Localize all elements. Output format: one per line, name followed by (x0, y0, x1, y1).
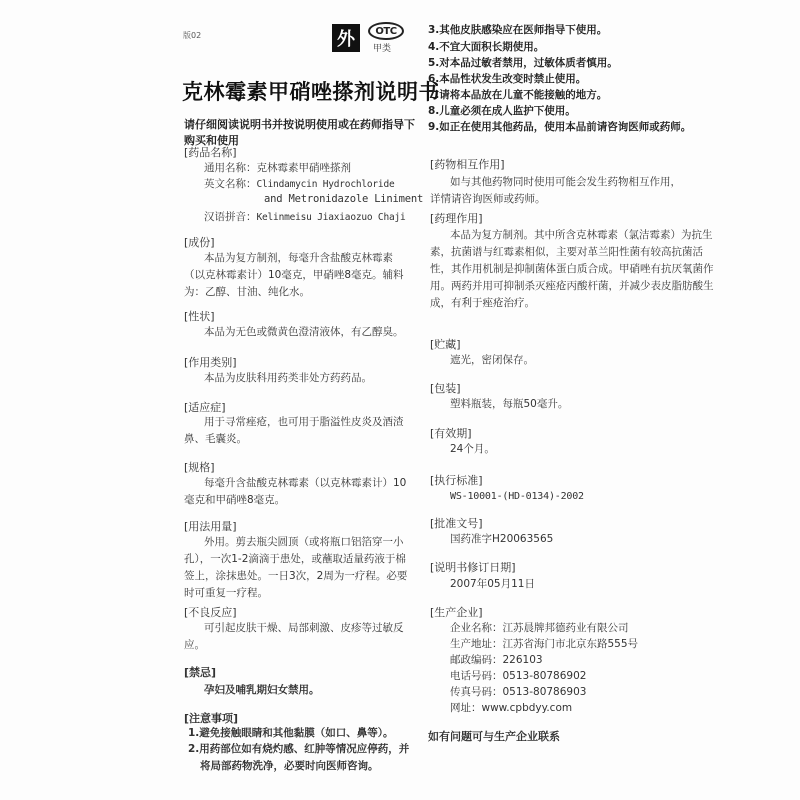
section-header-appearance: [性状] (184, 310, 215, 323)
precaution-item: 8.儿童必须在成人监护下使用。 (428, 105, 576, 117)
otc-class-label: 甲类 (373, 44, 392, 54)
section-header-category: [作用类别] (184, 356, 237, 369)
section-header-pharmacology: [药理作用] (430, 212, 483, 225)
manufacturer-row: 网址：www.cpbdyy.com (450, 702, 573, 714)
precaution-item: 7.请将本品放在儿童不能接触的地方。 (428, 89, 608, 101)
pinyin-row (204, 209, 406, 224)
dosage-text: 外用。剪去瓶尖圆顶（或将瓶口铝箔穿一小孔），一次1-2滴滴于患处，或蘸取适量药液于棉签上，涂抹患处。一日3次，2周为一疗程。必要时可重复一疗程。 (184, 536, 408, 599)
standard-text: WS-10001-(HD-0134)-2002 (450, 491, 584, 502)
document-title: 克林霉素甲硝唑搽剂说明书 (182, 80, 440, 104)
indications-text: 用于寻常痤疮，也可用于脂溢性皮炎及酒渣鼻、毛囊炎。 (184, 416, 404, 445)
section-header-precautions: [注意事项] (184, 712, 239, 725)
packaging-text: 塑料瓶装，每瓶50毫升。 (450, 398, 569, 410)
section-header-interactions: [药物相互作用] (430, 158, 505, 171)
adverse-text: 可引起皮肤干燥、局部刺激、皮疹等过敏反应。 (184, 622, 404, 651)
otc-badge: OTC (368, 22, 404, 40)
section-header-standard: [执行标准] (430, 474, 483, 487)
english-name-label: 英文名称： (204, 178, 257, 190)
manufacturer-row: 邮政编码：226103 (450, 654, 543, 666)
section-header-approval: [批准文号] (430, 517, 483, 530)
generic-name-row (204, 160, 351, 175)
section-header-packaging: [包装] (430, 382, 461, 395)
manufacturer-row: 企业名称：江苏晨牌邦德药业有限公司 (450, 622, 629, 634)
revision-text: 2007年05月11日 (450, 578, 535, 590)
contact-footer: 如有问题可与生产企业联系 (428, 730, 560, 743)
precaution-item: 6.本品性状发生改变时禁止使用。 (428, 73, 587, 85)
english-name-value-2: and Metronidazole Liniment (264, 193, 424, 205)
approval-text: 国药准字H20063565 (450, 533, 554, 545)
section-header-validity: [有效期] (430, 427, 472, 440)
manufacturer-row: 传真号码：0513-80786903 (450, 686, 587, 698)
pharmacology-text: 本品为复方制剂。其中所含克林霉素（氯洁霉素）为抗生素，抗菌谱与红霉素相似，主要对革兰阳性菌有较高抗菌活性，其作用机制是抑制菌体蛋白质合成。甲硝唑有抗厌氧菌作用。两药并用可抑制杀灭痤疮丙酸杆菌，并减少表皮脂肪酸生成，有利于痤疮治疗。 (430, 229, 714, 309)
section-header-storage: [贮藏] (430, 338, 461, 351)
manufacturer-row: 电话号码：0513-80786902 (450, 670, 587, 682)
storage-text: 遮光，密闭保存。 (450, 354, 534, 366)
generic-name-label: 通用名称： (204, 162, 257, 174)
precaution-item: 4.不宜大面积长期使用。 (428, 41, 545, 53)
pinyin-value: Kelinmeisu Jiaxiaozuo Chaji (256, 212, 406, 223)
english-name-row (204, 176, 395, 191)
section-header-contraindications: [禁忌] (184, 666, 217, 679)
category-text: 本品为皮肤科用药类非处方药药品。 (204, 372, 372, 384)
generic-name-value: 克林霉素甲硝唑搽剂 (256, 162, 351, 174)
precaution-item: 3.其他皮肤感染应在医师指导下使用。 (428, 24, 608, 36)
composition-text: 本品为复方制剂，每毫升含盐酸克林霉素（以克林霉素计）10毫克，甲硝唑8毫克。辅料为：乙醇、甘油、纯化水。 (184, 252, 404, 298)
interactions-text: 如与其他药物同时使用可能会发生药物相互作用，详情请咨询医师或药师。 (430, 176, 681, 205)
external-use-badge: 外 (332, 24, 360, 52)
section-header-adverse: [不良反应] (184, 606, 237, 619)
section-header-revision: [说明书修订日期] (430, 561, 516, 574)
usage-notice: 请仔细阅读说明书并按说明使用或在药师指导下购买和使用 (184, 118, 415, 147)
section-header-manufacturer: [生产企业] (430, 606, 483, 619)
english-name-value-1: Clindamycin Hydrochloride (256, 179, 395, 190)
section-header-composition: [成份] (184, 236, 215, 249)
precaution-item: 2.用药部位如有烧灼感、红肿等情况应停药，并将局部药物洗净，必要时向医师咨询。 (188, 743, 410, 772)
pinyin-label: 汉语拼音： (204, 211, 257, 223)
section-header-specification: [规格] (184, 461, 215, 474)
section-header-indications: [适应症] (184, 401, 226, 414)
precaution-item: 9.如正在使用其他药品，使用本品前请咨询医师或药师。 (428, 121, 692, 133)
manufacturer-row: 生产地址：江苏省海门市北京东路555号 (450, 638, 639, 650)
version-mark: 版02 (183, 31, 202, 40)
precaution-item: 1.避免接触眼睛和其他黏膜（如口、鼻等）。 (188, 727, 394, 739)
precaution-item: 5.对本品过敏者禁用，过敏体质者慎用。 (428, 57, 618, 69)
validity-text: 24个月。 (450, 443, 495, 455)
specification-text: 每毫升含盐酸克林霉素（以克林霉素计）10毫克和甲硝唑8毫克。 (184, 477, 407, 506)
section-header-dosage: [用法用量] (184, 520, 237, 533)
contraindications-text: 孕妇及哺乳期妇女禁用。 (204, 684, 320, 696)
section-header-name: [药品名称] (184, 146, 237, 159)
appearance-text: 本品为无色或微黄色澄清液体，有乙醇臭。 (204, 326, 404, 338)
